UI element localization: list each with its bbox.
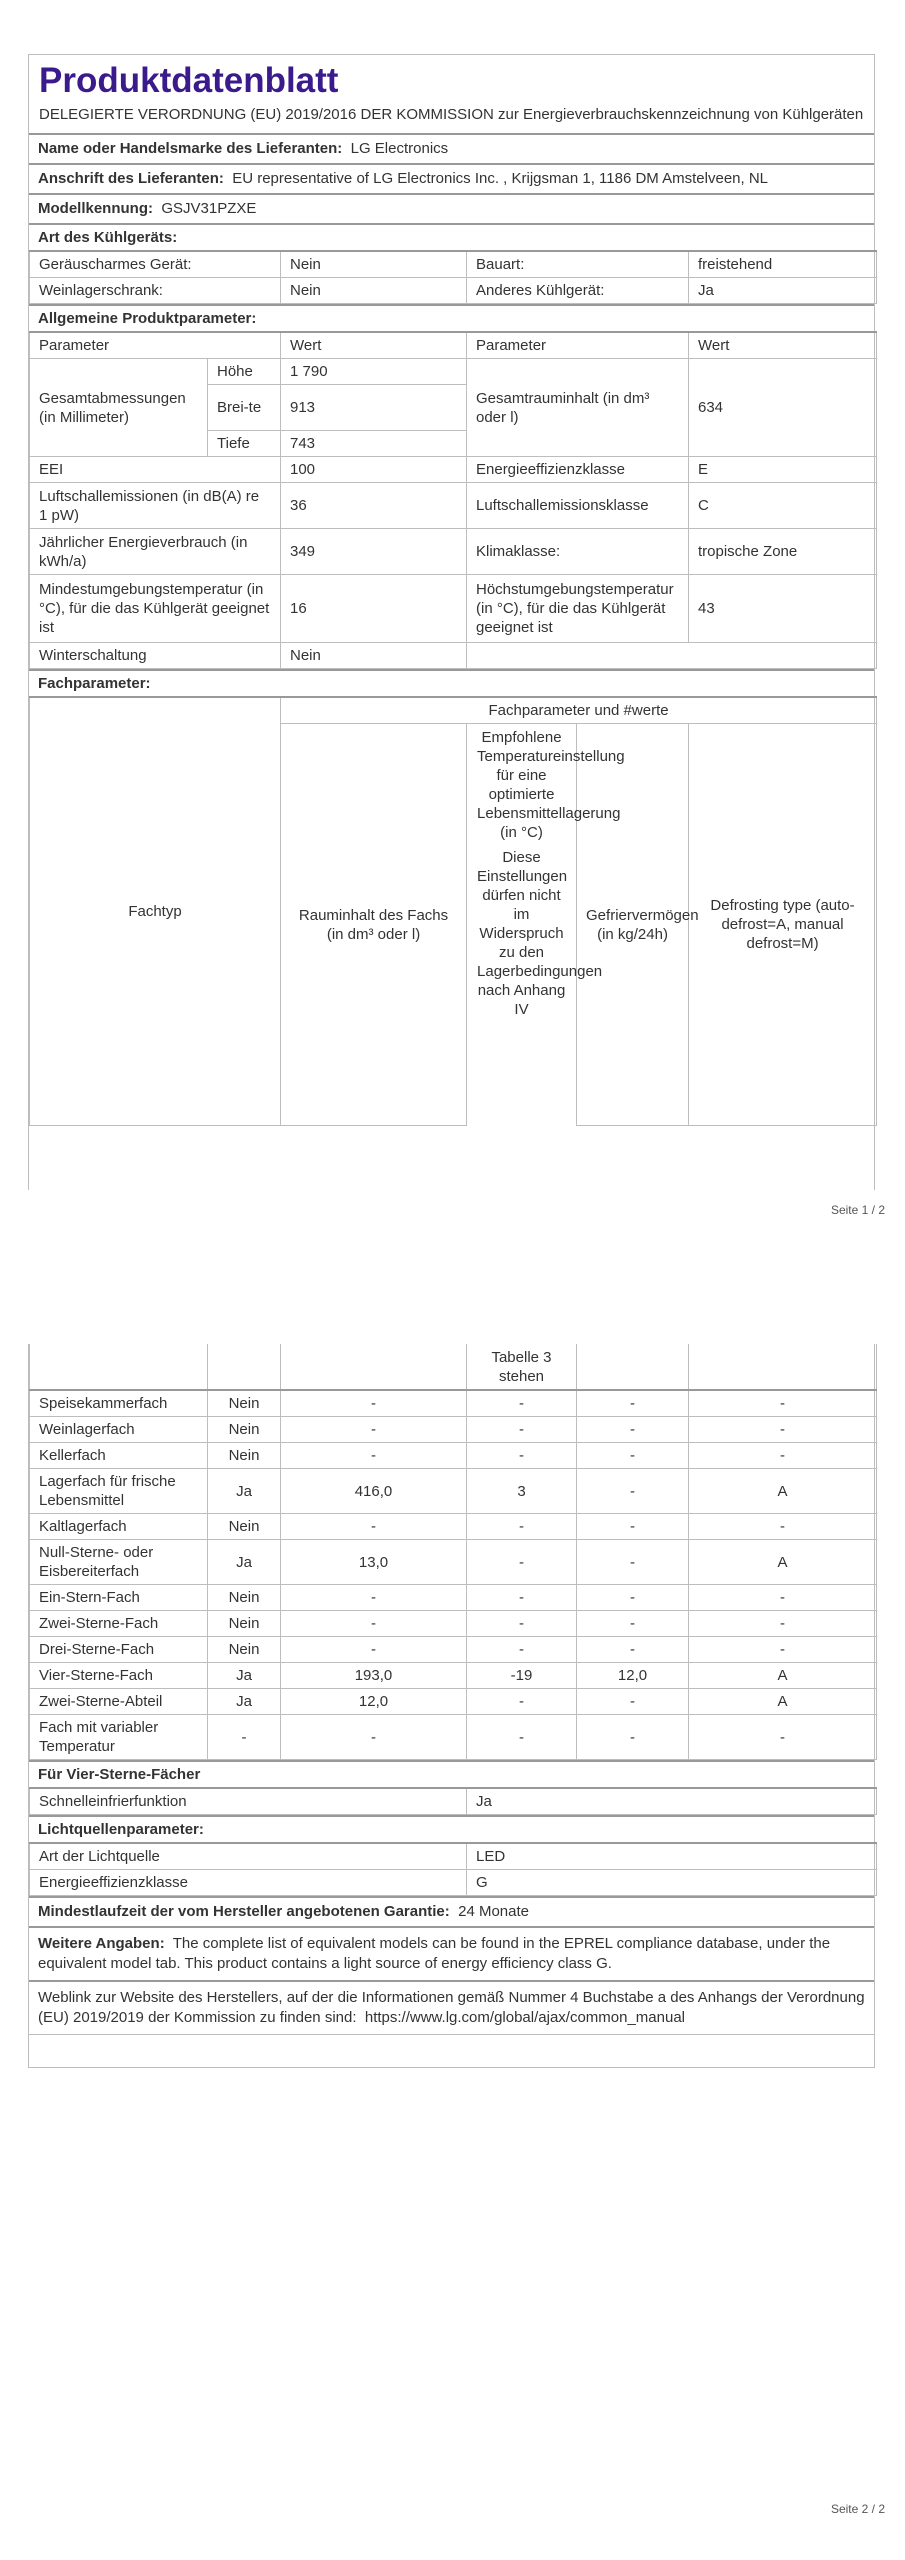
design-label: Bauart: xyxy=(467,251,689,278)
depth-value: 743 xyxy=(281,431,467,457)
energy-consumption-value: 349 xyxy=(281,529,467,575)
energy-class-value: E xyxy=(689,457,877,483)
appliance-type-table xyxy=(29,250,877,304)
compartment-freezing-capacity: 12,0 xyxy=(577,1663,689,1689)
height-value: 1 790 xyxy=(281,359,467,385)
compartment-row xyxy=(30,1715,877,1760)
compartment-volume: - xyxy=(281,1514,467,1540)
compartment-defrost-type: - xyxy=(689,1611,877,1637)
page-number-2: Seite 2 / 2 xyxy=(830,2502,885,2516)
compartment-table xyxy=(29,1344,877,1760)
compartment-temperature: - xyxy=(467,1611,577,1637)
general-parameters-table xyxy=(29,331,877,669)
compartment-defrost-type: A xyxy=(689,1469,877,1514)
col-parameter: Parameter xyxy=(30,332,281,359)
compartment-row xyxy=(30,1443,877,1469)
volume-header: Rauminhalt des Fachs (in dm³ oder l) xyxy=(281,724,467,1126)
compartment-defrost-type: A xyxy=(689,1663,877,1689)
compartment-temperature: - xyxy=(467,1715,577,1760)
width-value: 913 xyxy=(281,385,467,431)
compartment-group-row xyxy=(30,697,877,724)
compartment-defrost-type: - xyxy=(689,1514,877,1540)
supplier-name-label: Name oder Handelsmarke des Lieferanten: xyxy=(38,140,343,157)
noise-label: Luftschallemissionen (in dB(A) re 1 pW) xyxy=(30,483,281,529)
other-appliance-label: Anderes Kühlgerät: xyxy=(467,278,689,304)
compartment-name: Zwei-Sterne-Abteil xyxy=(30,1689,208,1715)
page-number-1: Seite 1 / 2 xyxy=(830,1203,885,1217)
temperature-row xyxy=(30,575,877,643)
general-parameters-heading: Allgemeine Produktparameter: xyxy=(29,304,874,331)
compartment-row xyxy=(30,1514,877,1540)
col-value: Wert xyxy=(281,332,467,359)
compartment-name: Null-Sterne- oder Eisbereiterfach xyxy=(30,1540,208,1585)
warranty-row xyxy=(29,1896,874,1926)
compartment-present: Nein xyxy=(208,1637,281,1663)
noise-class-label: Luftschallemissionsklasse xyxy=(467,483,689,529)
compartment-present: Ja xyxy=(208,1469,281,1514)
supplier-name-value: LG Electronics xyxy=(350,140,449,157)
compartment-temperature: - xyxy=(467,1443,577,1469)
winter-row xyxy=(30,643,877,669)
compartment-defrost-type: A xyxy=(689,1689,877,1715)
energy-consumption-label: Jährlicher Energieverbrauch (in kWh/a) xyxy=(30,529,281,575)
compartment-temperature: - xyxy=(467,1689,577,1715)
compartment-volume: - xyxy=(281,1637,467,1663)
compartment-volume: 416,0 xyxy=(281,1469,467,1514)
compartment-present: Nein xyxy=(208,1443,281,1469)
compartment-row xyxy=(30,1390,877,1417)
compartment-name: Lagerfach für frische Lebensmittel xyxy=(30,1469,208,1514)
compartment-defrost-type: - xyxy=(689,1390,877,1417)
regulation-subtitle: DELEGIERTE VERORDNUNG (EU) 2019/2016 DER KOMMISSION zur Energieverbrauchskennzeichnung von Kühlgeräten xyxy=(39,106,864,123)
compartment-freezing-capacity: - xyxy=(577,1514,689,1540)
temperature-header-part-3: Tabelle 3 stehen xyxy=(467,1344,577,1390)
compartment-row xyxy=(30,1469,877,1514)
compartment-freezing-capacity: - xyxy=(577,1689,689,1715)
compartment-volume: - xyxy=(281,1443,467,1469)
compartment-present: Nein xyxy=(208,1390,281,1417)
energy-class-label: Energieeffizienzklasse xyxy=(467,457,689,483)
compartment-defrost-type: - xyxy=(689,1585,877,1611)
compartment-volume: - xyxy=(281,1417,467,1443)
four-star-table xyxy=(29,1787,877,1815)
compartment-volume: - xyxy=(281,1611,467,1637)
eei-row xyxy=(30,457,877,483)
further-info-row xyxy=(29,1926,874,1980)
empty-cell xyxy=(208,1344,281,1390)
compartment-group-header: Fachparameter und #werte xyxy=(281,697,877,724)
compartment-volume: 12,0 xyxy=(281,1689,467,1715)
freezing-capacity-header: Gefriervermögen (in kg/24h) xyxy=(577,724,689,1126)
model-value: GSJV31PZXE xyxy=(161,200,257,217)
compartment-freezing-capacity: - xyxy=(577,1611,689,1637)
model-row xyxy=(29,193,874,223)
compartment-defrost-type: A xyxy=(689,1540,877,1585)
compartment-volume: - xyxy=(281,1715,467,1760)
light-type-value: LED xyxy=(467,1843,877,1870)
compartment-type-header: Fachtyp xyxy=(30,697,281,1126)
compartment-name: Vier-Sterne-Fach xyxy=(30,1663,208,1689)
compartment-present: Nein xyxy=(208,1514,281,1540)
further-info-text: The complete list of equivalent models can be found in the EPREL compliance database, under the equivalent model tab. This product contains a light source of energy efficiency class G. xyxy=(38,1935,831,1972)
compartment-parameters-heading: Fachparameter: xyxy=(29,669,874,696)
datasheet-page-1 xyxy=(28,54,875,1190)
light-source-table xyxy=(29,1842,877,1896)
climate-class-label: Klimaklasse: xyxy=(467,529,689,575)
general-header-row xyxy=(30,332,877,359)
height-label: Höhe xyxy=(208,359,281,385)
compartment-temperature: - xyxy=(467,1540,577,1585)
compartment-defrost-type: - xyxy=(689,1715,877,1760)
compartment-present: Nein xyxy=(208,1585,281,1611)
eei-label: EEI xyxy=(30,457,281,483)
compartment-freezing-capacity: - xyxy=(577,1715,689,1760)
wine-storage-value: Nein xyxy=(281,278,467,304)
eei-value: 100 xyxy=(281,457,467,483)
compartment-freezing-capacity: - xyxy=(577,1540,689,1585)
compartment-row xyxy=(30,1611,877,1637)
compartment-freezing-capacity: - xyxy=(577,1417,689,1443)
appliance-type-row xyxy=(30,278,877,304)
max-temp-value: 43 xyxy=(689,575,877,643)
light-class-row xyxy=(30,1870,877,1896)
compartment-rows xyxy=(30,1390,877,1760)
compartment-freezing-capacity: - xyxy=(577,1469,689,1514)
compartment-present: Nein xyxy=(208,1417,281,1443)
light-type-label: Art der Lichtquelle xyxy=(30,1843,467,1870)
min-temp-value: 16 xyxy=(281,575,467,643)
compartment-name: Drei-Sterne-Fach xyxy=(30,1637,208,1663)
weblink-row xyxy=(29,1980,874,2035)
depth-label: Tiefe xyxy=(208,431,281,457)
compartment-temperature: - xyxy=(467,1514,577,1540)
compartment-name: Speisekammerfach xyxy=(30,1390,208,1417)
temperature-header xyxy=(467,724,625,1126)
light-class-value: G xyxy=(467,1870,877,1896)
compartment-temperature: - xyxy=(467,1585,577,1611)
dimension-row xyxy=(30,359,877,385)
compartment-freezing-capacity: - xyxy=(577,1390,689,1417)
compartment-freezing-capacity: - xyxy=(577,1585,689,1611)
fast-freeze-label: Schnelleinfrierfunktion xyxy=(30,1788,467,1815)
compartment-volume: 193,0 xyxy=(281,1663,467,1689)
compartment-present: Ja xyxy=(208,1663,281,1689)
warranty-value: 24 Monate xyxy=(458,1903,529,1920)
datasheet-page-2 xyxy=(28,1344,875,2068)
light-source-heading: Lichtquellenparameter: xyxy=(29,1815,874,1842)
warranty-label: Mindestlaufzeit der vom Hersteller angebotenen Garantie: xyxy=(38,1903,450,1920)
fast-freeze-value: Ja xyxy=(467,1788,877,1815)
empty-cell xyxy=(689,1344,877,1390)
compartment-temperature: - xyxy=(467,1390,577,1417)
empty-cell xyxy=(467,643,877,669)
compartment-name: Kaltlagerfach xyxy=(30,1514,208,1540)
energy-row xyxy=(30,529,877,575)
temperature-header-part-2: Diese Einstellungen dürfen nicht im Widerspruch zu den Lagerbedingungen nach Anhang IV xyxy=(477,849,603,1018)
compartment-header-continued xyxy=(30,1344,877,1390)
width-label: Brei-te xyxy=(208,385,281,431)
empty-cell xyxy=(281,1344,467,1390)
compartment-present: Ja xyxy=(208,1540,281,1585)
compartment-freezing-capacity: - xyxy=(577,1443,689,1469)
empty-cell xyxy=(577,1344,689,1390)
low-noise-value: Nein xyxy=(281,251,467,278)
model-label: Modellkennung: xyxy=(38,200,153,217)
noise-value: 36 xyxy=(281,483,467,529)
climate-class-value: tropische Zone xyxy=(689,529,877,575)
compartment-row xyxy=(30,1417,877,1443)
noise-class-value: C xyxy=(689,483,877,529)
light-class-label: Energieeffizienzklasse xyxy=(30,1870,467,1896)
compartment-row xyxy=(30,1585,877,1611)
compartment-volume: - xyxy=(281,1390,467,1417)
low-noise-label: Geräuscharmes Gerät: xyxy=(30,251,281,278)
design-value: freistehend xyxy=(689,251,877,278)
supplier-name-row xyxy=(29,133,874,163)
col-value-2: Wert xyxy=(689,332,877,359)
compartment-temperature: - xyxy=(467,1417,577,1443)
compartment-header-table xyxy=(29,696,877,1126)
light-type-row xyxy=(30,1843,877,1870)
page-title: Produktdatenblatt xyxy=(39,61,339,100)
compartment-temperature: 3 xyxy=(467,1469,577,1514)
temperature-header-part-1: Empfohlene Temperatureinstellung für eine optimierte Lebensmittellagerung (in °C) xyxy=(477,729,625,841)
compartment-name: Ein-Stern-Fach xyxy=(30,1585,208,1611)
compartment-present: Ja xyxy=(208,1689,281,1715)
volume-label: Gesamtrauminhalt (in dm³ oder l) xyxy=(467,359,689,457)
compartment-row xyxy=(30,1637,877,1663)
four-star-heading: Für Vier-Sterne-Fächer xyxy=(29,1760,874,1787)
compartment-name: Weinlagerfach xyxy=(30,1417,208,1443)
compartment-volume: - xyxy=(281,1585,467,1611)
weblink-url[interactable]: https://www.lg.com/global/ajax/common_manual xyxy=(364,2009,686,2026)
compartment-name: Kellerfach xyxy=(30,1443,208,1469)
page-2 xyxy=(0,1320,905,2560)
max-temp-label: Höchstumgebungstemperatur (in °C), für die das Kühlgerät geeignet ist xyxy=(467,575,689,643)
defrosting-type-header: Defrosting type (auto-defrost=A, manual defrost=M) xyxy=(689,724,877,1126)
page-1 xyxy=(0,0,905,1245)
empty-cell xyxy=(30,1344,208,1390)
compartment-volume: 13,0 xyxy=(281,1540,467,1585)
col-parameter-2: Parameter xyxy=(467,332,689,359)
appliance-type-heading: Art des Kühlgeräts: xyxy=(29,223,874,250)
further-info-label: Weitere Angaben: xyxy=(38,1935,165,1952)
fast-freeze-row xyxy=(30,1788,877,1815)
compartment-temperature: -19 xyxy=(467,1663,577,1689)
compartment-defrost-type: - xyxy=(689,1637,877,1663)
volume-value: 634 xyxy=(689,359,877,457)
supplier-address-value: EU representative of LG Electronics Inc. , Krijgsman 1, 1186 DM Amstelveen, NL xyxy=(232,170,769,187)
winter-label: Winterschaltung xyxy=(30,643,281,669)
compartment-row xyxy=(30,1540,877,1585)
min-temp-label: Mindestumgebungstemperatur (in °C), für die das Kühlgerät geeignet ist xyxy=(30,575,281,643)
compartment-defrost-type: - xyxy=(689,1443,877,1469)
appliance-type-row xyxy=(30,251,877,278)
other-appliance-value: Ja xyxy=(689,278,877,304)
wine-storage-label: Weinlagerschrank: xyxy=(30,278,281,304)
compartment-name: Zwei-Sterne-Fach xyxy=(30,1611,208,1637)
compartment-name: Fach mit variabler Temperatur xyxy=(30,1715,208,1760)
winter-value: Nein xyxy=(281,643,467,669)
compartment-present: - xyxy=(208,1715,281,1760)
dimensions-label: Gesamtabmessungen (in Millimeter) xyxy=(30,359,208,457)
compartment-row xyxy=(30,1663,877,1689)
compartment-row xyxy=(30,1689,877,1715)
supplier-address-label: Anschrift des Lieferanten: xyxy=(38,170,224,187)
compartment-defrost-type: - xyxy=(689,1417,877,1443)
noise-row xyxy=(30,483,877,529)
compartment-temperature: - xyxy=(467,1637,577,1663)
compartment-freezing-capacity: - xyxy=(577,1637,689,1663)
compartment-present: Nein xyxy=(208,1611,281,1637)
supplier-address-row xyxy=(29,163,874,193)
weblink-label: Weblink zur Website des Herstellers, auf der die Informationen gemäß Nummer 4 Buchstabe a des Anhangs der Verordnung (EU) 2019/2019 der Kommission zu finden sind: xyxy=(38,1989,865,2026)
